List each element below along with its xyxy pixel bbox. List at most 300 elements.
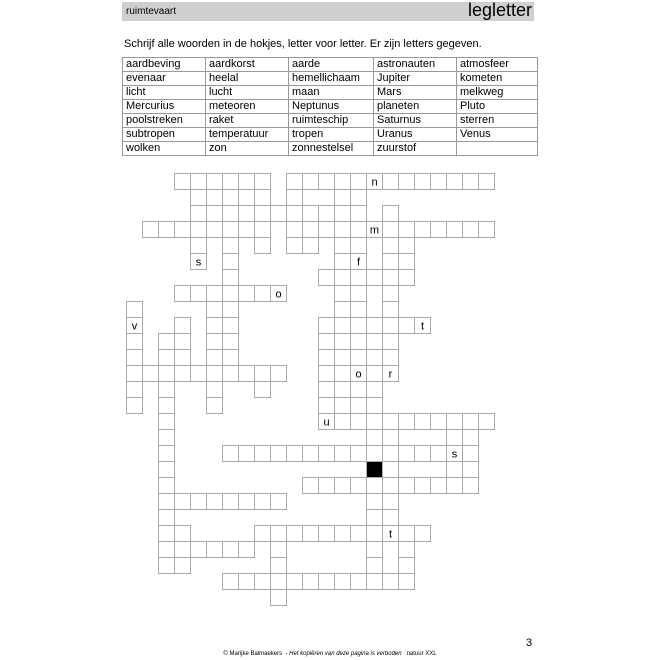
grid-cell[interactable] bbox=[207, 206, 223, 222]
grid-cell[interactable] bbox=[431, 222, 447, 238]
grid-cell[interactable] bbox=[383, 206, 399, 222]
grid-cell[interactable] bbox=[287, 174, 303, 190]
grid-cell[interactable] bbox=[207, 302, 223, 318]
word-cell: aardkorst bbox=[206, 58, 289, 72]
grid-cell[interactable] bbox=[351, 414, 367, 430]
grid-cell[interactable] bbox=[207, 382, 223, 398]
grid-cell[interactable] bbox=[351, 222, 367, 238]
grid-cell[interactable] bbox=[319, 478, 335, 494]
grid-cell[interactable] bbox=[127, 366, 143, 382]
grid-cell[interactable] bbox=[175, 526, 191, 542]
grid-cell[interactable] bbox=[319, 174, 335, 190]
word-cell: Mercurius bbox=[123, 100, 206, 114]
grid-cell[interactable] bbox=[415, 174, 431, 190]
grid-cell[interactable] bbox=[399, 478, 415, 494]
grid-cell[interactable] bbox=[335, 254, 351, 270]
grid-cell[interactable] bbox=[399, 526, 415, 542]
grid-cell[interactable] bbox=[351, 334, 367, 350]
word-cell: zuurstof bbox=[374, 142, 457, 156]
grid-cell[interactable] bbox=[223, 318, 239, 334]
grid-cell[interactable] bbox=[255, 446, 271, 462]
grid-cell[interactable] bbox=[239, 190, 255, 206]
grid-cell[interactable] bbox=[383, 494, 399, 510]
grid-cell[interactable] bbox=[383, 462, 399, 478]
grid-cell[interactable] bbox=[319, 526, 335, 542]
grid-cell[interactable] bbox=[319, 574, 335, 590]
grid-cell[interactable] bbox=[223, 334, 239, 350]
grid-cell[interactable] bbox=[335, 222, 351, 238]
grid-cell[interactable] bbox=[271, 446, 287, 462]
grid-cell[interactable] bbox=[335, 526, 351, 542]
grid-cell[interactable] bbox=[463, 174, 479, 190]
word-cell: tropen bbox=[289, 128, 374, 142]
grid-cell[interactable] bbox=[223, 542, 239, 558]
grid-cell[interactable] bbox=[175, 542, 191, 558]
grid-cell[interactable] bbox=[367, 574, 383, 590]
grid-cell[interactable] bbox=[335, 446, 351, 462]
grid-cell[interactable] bbox=[159, 350, 175, 366]
grid-cell[interactable] bbox=[399, 446, 415, 462]
grid-cell[interactable] bbox=[383, 254, 399, 270]
word-cell: melkweg bbox=[457, 86, 538, 100]
grid-cell[interactable] bbox=[399, 558, 415, 574]
word-cell: poolstreken bbox=[123, 114, 206, 128]
grid-cell[interactable] bbox=[159, 430, 175, 446]
grid-cell[interactable] bbox=[303, 206, 319, 222]
given-letter: t bbox=[420, 320, 425, 333]
word-cell: atmosfeer bbox=[457, 58, 538, 72]
grid-cell[interactable] bbox=[191, 366, 207, 382]
grid-cell[interactable] bbox=[367, 350, 383, 366]
grid-cell[interactable] bbox=[447, 174, 463, 190]
grid-cell[interactable] bbox=[175, 350, 191, 366]
grid-cell[interactable] bbox=[383, 414, 399, 430]
grid-cell[interactable] bbox=[383, 430, 399, 446]
grid-cell[interactable] bbox=[159, 526, 175, 542]
grid-cell[interactable] bbox=[335, 398, 351, 414]
grid-cell[interactable] bbox=[431, 446, 447, 462]
copy-notice: - Het kopiëren van deze pagina is verboden bbox=[285, 651, 402, 657]
grid-cell[interactable] bbox=[367, 382, 383, 398]
grid-cell[interactable] bbox=[207, 350, 223, 366]
grid-cell[interactable] bbox=[351, 302, 367, 318]
grid-cell[interactable] bbox=[207, 222, 223, 238]
grid-cell[interactable] bbox=[207, 286, 223, 302]
grid-cell[interactable] bbox=[159, 446, 175, 462]
grid-cell[interactable] bbox=[255, 574, 271, 590]
grid-cell[interactable] bbox=[335, 206, 351, 222]
grid-cell[interactable] bbox=[303, 174, 319, 190]
instruction-text: Schrijf alle woorden in de hokjes, letter voor letter. Er zijn letters gegeven. bbox=[124, 38, 482, 50]
grid-cell[interactable] bbox=[287, 222, 303, 238]
grid-cell[interactable] bbox=[191, 190, 207, 206]
grid-cell[interactable] bbox=[159, 382, 175, 398]
grid-cell[interactable] bbox=[351, 270, 367, 286]
page-number: 3 bbox=[526, 637, 533, 649]
word-cell: subtropen bbox=[123, 128, 206, 142]
grid-cell[interactable] bbox=[335, 574, 351, 590]
worksheet-type: legletter bbox=[467, 0, 532, 20]
grid-cell[interactable] bbox=[271, 542, 287, 558]
grid-cell[interactable] bbox=[239, 222, 255, 238]
grid-cell[interactable] bbox=[367, 318, 383, 334]
grid-cell[interactable] bbox=[351, 190, 367, 206]
grid-cell[interactable] bbox=[127, 398, 143, 414]
grid-cell[interactable] bbox=[223, 366, 239, 382]
grid-cell[interactable] bbox=[479, 222, 495, 238]
grid-cell[interactable] bbox=[335, 414, 351, 430]
grid-cell[interactable] bbox=[175, 318, 191, 334]
grid-cell[interactable] bbox=[335, 334, 351, 350]
grid-cell[interactable] bbox=[335, 382, 351, 398]
grid-cell[interactable] bbox=[287, 446, 303, 462]
grid-cell[interactable] bbox=[223, 270, 239, 286]
grid-cell[interactable] bbox=[367, 558, 383, 574]
grid-cell[interactable] bbox=[239, 366, 255, 382]
word-cell: heelal bbox=[206, 72, 289, 86]
word-cell: wolken bbox=[123, 142, 206, 156]
grid-cell[interactable] bbox=[335, 286, 351, 302]
grid-cell[interactable] bbox=[335, 174, 351, 190]
grid-cell[interactable] bbox=[479, 174, 495, 190]
copyright-text: © Marijke Balmaekers bbox=[223, 651, 283, 657]
grid-cell[interactable] bbox=[351, 174, 367, 190]
word-cell: licht bbox=[123, 86, 206, 100]
grid-cell[interactable] bbox=[367, 430, 383, 446]
grid-cell[interactable] bbox=[271, 366, 287, 382]
grid-cell[interactable] bbox=[383, 286, 399, 302]
grid-cell[interactable] bbox=[287, 190, 303, 206]
grid-cell[interactable] bbox=[223, 190, 239, 206]
grid-cell[interactable] bbox=[415, 478, 431, 494]
word-cell: zon bbox=[206, 142, 289, 156]
word-cell: kometen bbox=[457, 72, 538, 86]
grid-cell[interactable] bbox=[127, 382, 143, 398]
grid-cell[interactable] bbox=[287, 238, 303, 254]
grid-cell[interactable] bbox=[399, 270, 415, 286]
grid-cell[interactable] bbox=[383, 238, 399, 254]
grid-cell[interactable] bbox=[399, 238, 415, 254]
grid-cell[interactable] bbox=[335, 238, 351, 254]
grid-cell[interactable] bbox=[447, 430, 463, 446]
grid-cell[interactable] bbox=[255, 494, 271, 510]
grid-cell[interactable] bbox=[463, 478, 479, 494]
grid-cell[interactable] bbox=[255, 238, 271, 254]
grid-cell[interactable] bbox=[175, 222, 191, 238]
grid-cell[interactable] bbox=[479, 414, 495, 430]
page-footer bbox=[0, 651, 660, 657]
grid-cell[interactable] bbox=[399, 222, 415, 238]
grid-cell[interactable] bbox=[367, 398, 383, 414]
grid-cell[interactable] bbox=[383, 270, 399, 286]
grid-cell[interactable] bbox=[255, 206, 271, 222]
grid-cell[interactable] bbox=[223, 302, 239, 318]
grid-cell[interactable] bbox=[223, 350, 239, 366]
grid-cell[interactable] bbox=[223, 222, 239, 238]
grid-cell[interactable] bbox=[287, 206, 303, 222]
grid-cell[interactable] bbox=[175, 334, 191, 350]
grid-cell[interactable] bbox=[223, 446, 239, 462]
grid-cell[interactable] bbox=[159, 334, 175, 350]
grid-cell[interactable] bbox=[223, 574, 239, 590]
grid-cell[interactable] bbox=[463, 414, 479, 430]
grid-cell[interactable] bbox=[383, 446, 399, 462]
word-cell: Uranus bbox=[374, 128, 457, 142]
grid-cell[interactable] bbox=[351, 526, 367, 542]
grid-cell[interactable] bbox=[223, 238, 239, 254]
series-name: natuur XXL bbox=[406, 651, 437, 657]
grid-cell[interactable] bbox=[415, 414, 431, 430]
grid-cell[interactable] bbox=[191, 494, 207, 510]
given-letter: o bbox=[355, 368, 362, 381]
grid-cell[interactable] bbox=[415, 222, 431, 238]
grid-cell[interactable] bbox=[127, 302, 143, 318]
grid-cell[interactable] bbox=[319, 222, 335, 238]
grid-cell[interactable] bbox=[351, 478, 367, 494]
grid-cell[interactable] bbox=[447, 414, 463, 430]
grid-cell[interactable] bbox=[431, 174, 447, 190]
grid-cell[interactable] bbox=[383, 334, 399, 350]
grid-cell[interactable] bbox=[351, 286, 367, 302]
grid-cell[interactable] bbox=[303, 238, 319, 254]
grid-cell[interactable] bbox=[207, 318, 223, 334]
grid-cell[interactable] bbox=[399, 542, 415, 558]
grid-cell[interactable] bbox=[255, 382, 271, 398]
grid-cell[interactable] bbox=[399, 254, 415, 270]
grid-cell[interactable] bbox=[447, 222, 463, 238]
grid-cell[interactable] bbox=[159, 398, 175, 414]
grid-cell[interactable] bbox=[367, 270, 383, 286]
given-letter: r bbox=[388, 368, 393, 381]
grid-cell[interactable] bbox=[383, 174, 399, 190]
grid-cell[interactable] bbox=[271, 526, 287, 542]
grid-cell[interactable] bbox=[175, 174, 191, 190]
grid-cell[interactable] bbox=[319, 350, 335, 366]
grid-cell[interactable] bbox=[175, 558, 191, 574]
grid-cell[interactable] bbox=[351, 382, 367, 398]
grid-cell[interactable] bbox=[367, 478, 383, 494]
grid-cell[interactable] bbox=[143, 366, 159, 382]
grid-cell[interactable] bbox=[319, 446, 335, 462]
grid-cell[interactable] bbox=[255, 190, 271, 206]
word-cell: Pluto bbox=[457, 100, 538, 114]
grid-cell[interactable] bbox=[335, 190, 351, 206]
grid-cell[interactable] bbox=[463, 446, 479, 462]
grid-cell[interactable] bbox=[239, 174, 255, 190]
grid-cell[interactable] bbox=[319, 398, 335, 414]
grid-cell[interactable] bbox=[223, 174, 239, 190]
grid-cell[interactable] bbox=[175, 286, 191, 302]
grid-cell[interactable] bbox=[191, 206, 207, 222]
grid-cell[interactable] bbox=[159, 366, 175, 382]
grid-cell[interactable] bbox=[223, 286, 239, 302]
word-cell: Saturnus bbox=[374, 114, 457, 128]
grid-cell[interactable] bbox=[207, 542, 223, 558]
grid-cell[interactable] bbox=[271, 574, 287, 590]
grid-cell[interactable] bbox=[367, 542, 383, 558]
grid-cell[interactable] bbox=[303, 222, 319, 238]
grid-cell[interactable] bbox=[335, 302, 351, 318]
word-cell: meteoren bbox=[206, 100, 289, 114]
grid-cell[interactable] bbox=[159, 510, 175, 526]
grid-cell[interactable] bbox=[415, 526, 431, 542]
grid-cell[interactable] bbox=[223, 206, 239, 222]
given-letter: t bbox=[388, 528, 393, 541]
grid-cell[interactable] bbox=[335, 270, 351, 286]
grid-cell[interactable] bbox=[383, 350, 399, 366]
grid-cell[interactable] bbox=[159, 222, 175, 238]
grid-cell[interactable] bbox=[191, 174, 207, 190]
grid-cell[interactable] bbox=[319, 382, 335, 398]
word-cell: lucht bbox=[206, 86, 289, 100]
grid-cell[interactable] bbox=[255, 286, 271, 302]
grid-cell[interactable] bbox=[335, 366, 351, 382]
grid-cell[interactable] bbox=[127, 334, 143, 350]
grid-cell[interactable] bbox=[239, 542, 255, 558]
grid-cell[interactable] bbox=[399, 174, 415, 190]
grid-cell[interactable] bbox=[143, 222, 159, 238]
grid-cell[interactable] bbox=[271, 494, 287, 510]
grid-cell[interactable] bbox=[303, 446, 319, 462]
grid-cell[interactable] bbox=[351, 398, 367, 414]
grid-cell[interactable] bbox=[271, 590, 287, 606]
blocked-cell bbox=[367, 462, 383, 478]
word-cell: Jupiter bbox=[374, 72, 457, 86]
given-letter: m bbox=[369, 224, 380, 237]
grid-cell[interactable] bbox=[335, 318, 351, 334]
grid-cell[interactable] bbox=[367, 494, 383, 510]
grid-cell[interactable] bbox=[175, 494, 191, 510]
grid-cell[interactable] bbox=[159, 494, 175, 510]
grid-cell[interactable] bbox=[447, 478, 463, 494]
word-cell: Neptunus bbox=[289, 100, 374, 114]
grid-cell[interactable] bbox=[159, 558, 175, 574]
given-letter: o bbox=[275, 288, 282, 301]
grid-cell[interactable] bbox=[351, 318, 367, 334]
grid-cell[interactable] bbox=[255, 222, 271, 238]
grid-cell[interactable] bbox=[383, 222, 399, 238]
grid-cell[interactable] bbox=[255, 526, 271, 542]
grid-cell[interactable] bbox=[383, 302, 399, 318]
grid-cell[interactable] bbox=[207, 334, 223, 350]
given-letter: s bbox=[195, 256, 202, 269]
grid-cell[interactable] bbox=[191, 222, 207, 238]
grid-cell[interactable] bbox=[463, 222, 479, 238]
given-letter: n bbox=[371, 176, 378, 189]
grid-cell[interactable] bbox=[367, 526, 383, 542]
grid-cell[interactable] bbox=[335, 478, 351, 494]
grid-cell[interactable] bbox=[463, 462, 479, 478]
grid-cell[interactable] bbox=[319, 206, 335, 222]
grid-cell[interactable] bbox=[319, 318, 335, 334]
grid-cell[interactable] bbox=[239, 494, 255, 510]
grid-cell[interactable] bbox=[191, 542, 207, 558]
grid-cell[interactable] bbox=[303, 478, 319, 494]
given-letter: u bbox=[323, 416, 330, 429]
given-letter: v bbox=[131, 320, 138, 333]
grid-cell[interactable] bbox=[399, 318, 415, 334]
word-cell: Mars bbox=[374, 86, 457, 100]
given-letter: s bbox=[451, 448, 458, 461]
grid-cell[interactable] bbox=[383, 510, 399, 526]
grid-cell[interactable] bbox=[207, 366, 223, 382]
grid-cell[interactable] bbox=[239, 286, 255, 302]
grid-cell[interactable] bbox=[175, 366, 191, 382]
grid-cell[interactable] bbox=[207, 174, 223, 190]
grid-cell[interactable] bbox=[271, 558, 287, 574]
grid-cell[interactable] bbox=[447, 462, 463, 478]
grid-cell[interactable] bbox=[383, 574, 399, 590]
grid-cell[interactable] bbox=[367, 414, 383, 430]
grid-cell[interactable] bbox=[351, 350, 367, 366]
word-cell: Venus bbox=[457, 128, 538, 142]
word-cell: hemellichaam bbox=[289, 72, 374, 86]
grid-cell[interactable] bbox=[159, 478, 175, 494]
grid-cell[interactable] bbox=[159, 542, 175, 558]
grid-cell[interactable] bbox=[239, 574, 255, 590]
word-cell: aarde bbox=[289, 58, 374, 72]
grid-cell[interactable] bbox=[399, 414, 415, 430]
grid-cell[interactable] bbox=[223, 494, 239, 510]
grid-cell[interactable] bbox=[367, 366, 383, 382]
grid-cell[interactable] bbox=[207, 398, 223, 414]
word-cell: ruimteschip bbox=[289, 114, 374, 128]
word-cell: maan bbox=[289, 86, 374, 100]
grid-cell[interactable] bbox=[431, 478, 447, 494]
grid-cell[interactable] bbox=[255, 366, 271, 382]
grid-cell[interactable] bbox=[367, 510, 383, 526]
grid-cell[interactable] bbox=[239, 206, 255, 222]
word-cell: temperatuur bbox=[206, 128, 289, 142]
grid-cell[interactable] bbox=[319, 270, 335, 286]
grid-cell[interactable] bbox=[191, 238, 207, 254]
grid-cell[interactable] bbox=[383, 318, 399, 334]
grid-cell[interactable] bbox=[351, 238, 367, 254]
grid-cell[interactable] bbox=[159, 414, 175, 430]
grid-cell[interactable] bbox=[127, 350, 143, 366]
word-cell: planeten bbox=[374, 100, 457, 114]
grid-cell[interactable] bbox=[159, 462, 175, 478]
grid-cell[interactable] bbox=[255, 174, 271, 190]
grid-cell[interactable] bbox=[319, 334, 335, 350]
word-cell: raket bbox=[206, 114, 289, 128]
grid-cell[interactable] bbox=[303, 574, 319, 590]
grid-cell[interactable] bbox=[287, 574, 303, 590]
grid-cell[interactable] bbox=[431, 414, 447, 430]
grid-cell[interactable] bbox=[191, 286, 207, 302]
grid-cell[interactable] bbox=[399, 574, 415, 590]
grid-cell[interactable] bbox=[287, 526, 303, 542]
grid-cell[interactable] bbox=[319, 366, 335, 382]
grid-cell[interactable] bbox=[383, 478, 399, 494]
grid-cell[interactable] bbox=[271, 206, 287, 222]
word-cell: zonnestelsel bbox=[289, 142, 374, 156]
grid-cell[interactable] bbox=[463, 430, 479, 446]
word-cell: astronauten bbox=[374, 58, 457, 72]
grid-cell[interactable] bbox=[415, 446, 431, 462]
grid-cell[interactable] bbox=[239, 446, 255, 462]
grid-cell[interactable] bbox=[351, 446, 367, 462]
grid-cell[interactable] bbox=[351, 574, 367, 590]
grid-cell[interactable] bbox=[223, 254, 239, 270]
grid-cell[interactable] bbox=[351, 206, 367, 222]
word-cell: aardbeving bbox=[123, 58, 206, 72]
grid-cell[interactable] bbox=[303, 526, 319, 542]
grid-cell[interactable] bbox=[367, 446, 383, 462]
topic-label: ruimtevaart bbox=[126, 6, 177, 17]
grid-cell[interactable] bbox=[207, 494, 223, 510]
grid-cell[interactable] bbox=[335, 350, 351, 366]
